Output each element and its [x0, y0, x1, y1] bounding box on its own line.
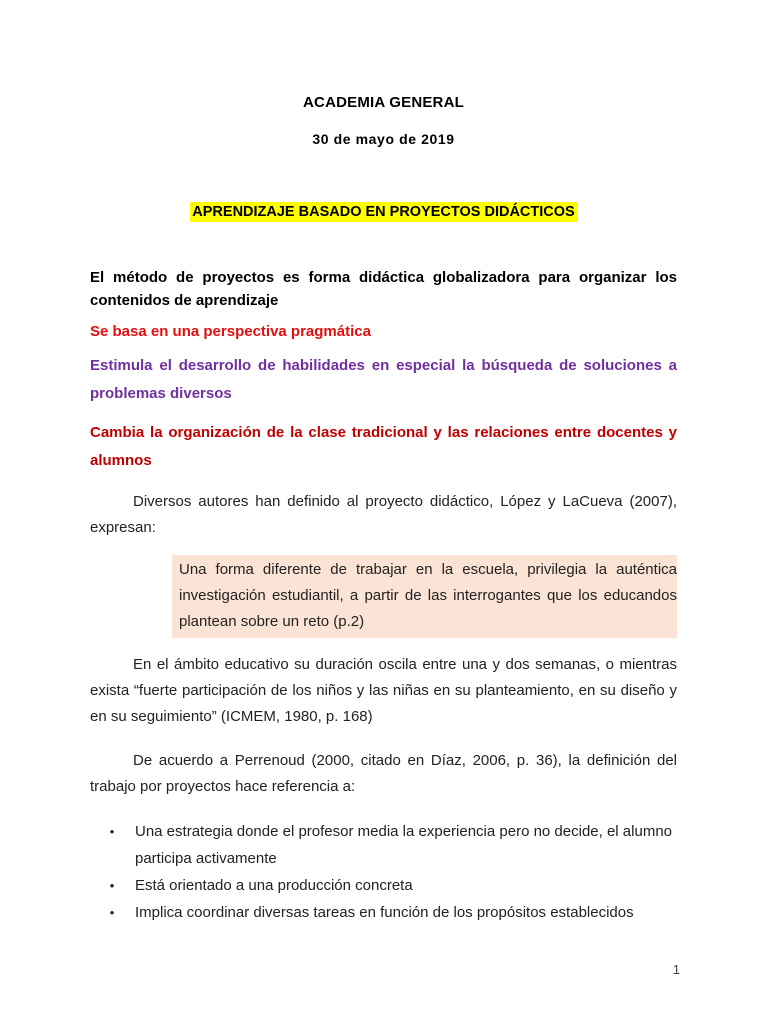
list-item — [106, 872, 677, 899]
list-item-text: Una estrategia donde el profesor media la experiencia pero no decide, el alumno participa activamente — [135, 823, 673, 867]
list-item-text: Está orientado a una producción concreta — [135, 877, 413, 894]
intro-statement: El método de proyectos es forma didáctica globalizadora para organizar los contenidos de aprendizaje — [90, 269, 677, 309]
list-item — [106, 818, 677, 872]
document-date: 30 de mayo de 2019 — [312, 131, 455, 147]
bullet-marker: • — [109, 824, 115, 839]
highlighted-subtitle: APRENDIZAJE BASADO EN PROYECTOS DIDÁCTICOS — [192, 204, 575, 220]
pragmatic-statement: Se basa en una perspectiva pragmática — [90, 323, 371, 340]
authors-paragraph: Diversos autores han definido al proyecto didáctico, López y LaCueva (2007), expresan: — [90, 493, 677, 536]
quote-block: Una forma diferente de trabajar en la escuela, privilegia la auténtica investigación estudiantil, a partir de las interrogantes que los educandos plantean sobre un reto (p.2) — [172, 555, 677, 638]
document-title: ACADEMIA GENERAL — [303, 94, 464, 111]
bullet-marker: • — [109, 905, 115, 920]
skills-statement: Estimula el desarrollo de habilidades en especial la búsqueda de soluciones a problemas diversos — [90, 357, 677, 402]
organization-statement: Cambia la organización de la clase tradicional y las relaciones entre docentes y alumnos — [90, 424, 677, 469]
page-number: 1 — [672, 962, 680, 977]
list-item — [106, 899, 677, 926]
bullet-list — [106, 818, 677, 926]
bullet-marker: • — [109, 878, 115, 893]
duration-paragraph: En el ámbito educativo su duración oscila entre una y dos semanas, o mientras exista “fuerte participación de los niños y las niñas en su planteamiento, en su diseño y en su seguimiento” (ICMEM, 1980, p. 168) — [90, 656, 677, 725]
subtitle-wrapper — [90, 202, 677, 222]
list-item-text: Implica coordinar diversas tareas en función de los propósitos establecidos — [135, 904, 634, 921]
perrenoud-paragraph: De acuerdo a Perrenoud (2000, citado en Díaz, 2006, p. 36), la definición del trabajo por proyectos hace referencia a: — [90, 752, 677, 795]
